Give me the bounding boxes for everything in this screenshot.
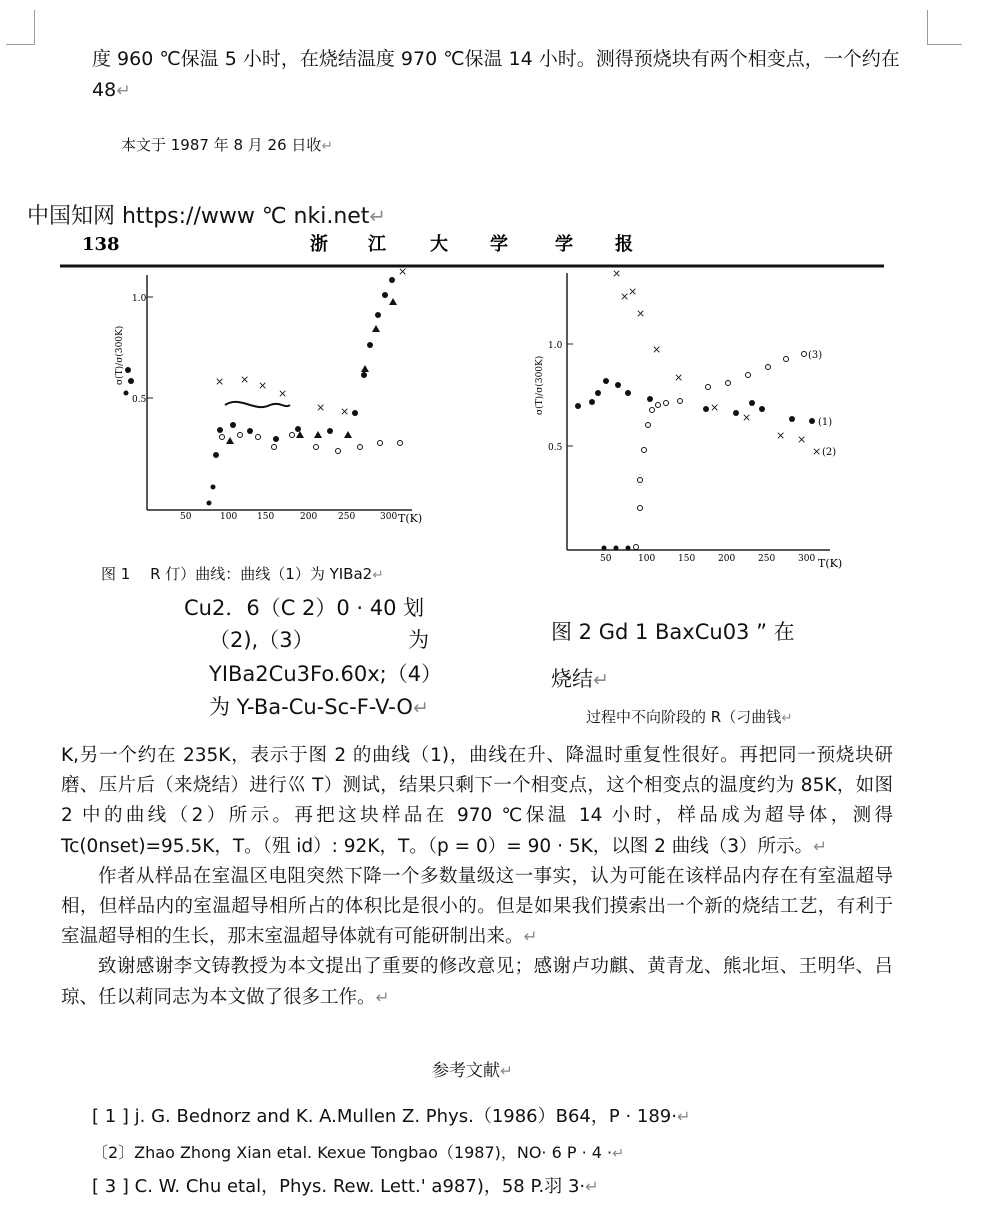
svg-text:×: × bbox=[316, 401, 326, 414]
svg-text:×: × bbox=[797, 433, 807, 446]
received-note: 本文于 1987 年 8 月 26 日收↵ bbox=[121, 136, 333, 154]
svg-text:×: × bbox=[674, 371, 684, 384]
figure1-caption-line3: （2),（3） 为 bbox=[209, 628, 430, 652]
figure2-x-tick: 250 bbox=[758, 554, 776, 564]
figure1-y-tick: 0.5 bbox=[132, 395, 147, 405]
figure2-y-tick: 1.0 bbox=[548, 341, 563, 351]
body-paragraph-3: 致谢感谢李文铸教授为本文提出了重要的修改意见；感谢卢功麒、黄青龙、熊北垣、王明华、吕琼、任以莉同志为本文做了很多工作。↵ bbox=[61, 956, 893, 1008]
figure2-y-tick: 0.5 bbox=[548, 443, 563, 453]
figure2-curve-label-2: (2) bbox=[822, 447, 837, 458]
figure2-curve-label-1: (1) bbox=[818, 417, 833, 428]
page-corner-mark-right bbox=[927, 10, 962, 45]
reference-item: [ 3 ] C. W. Chu etal，Phys. Rew. Lett.' a987)，58 P.羽 3·↵ bbox=[92, 1176, 599, 1197]
body-text bbox=[61, 741, 893, 1013]
svg-text:×: × bbox=[612, 267, 622, 280]
figure1-markers bbox=[124, 265, 408, 506]
figure1-x-tick: 250 bbox=[338, 512, 356, 522]
figure1-x-tick: 50 bbox=[180, 512, 192, 522]
figure2-x-tick: 100 bbox=[638, 554, 656, 564]
figure1-plot bbox=[114, 265, 422, 525]
scan-journal-char: 报 bbox=[615, 234, 633, 255]
figure1-caption-line1: 图 1 R 仃）曲线：曲线（1）为 YIBa2↵ bbox=[101, 565, 384, 583]
scan-journal-char: 学 bbox=[555, 234, 573, 255]
reference-item: 〔2〕Zhao Zhong Xian etal. Kexue Tongbao（1987)，NO· 6 P · 4 ·↵ bbox=[92, 1143, 625, 1162]
svg-text:×: × bbox=[620, 290, 630, 303]
svg-text:×: × bbox=[628, 285, 638, 298]
figure2-caption-line1: 图 2 Gd 1 BaxCu03 ” 在 bbox=[551, 620, 795, 644]
svg-text:×: × bbox=[278, 387, 288, 400]
figure2-x-tick: 200 bbox=[718, 554, 736, 564]
svg-text:×: × bbox=[215, 375, 225, 388]
body-paragraph-1: K,另一个约在 235K，表示于图 2 的曲线（1)，曲线在升、降温时重复性很好。再把同一预烧块研磨、压片后（来烧结）进行巛 T）测试，结果只剩下一个相变点，这个相变点的温度约为 85K，如图 2 中的曲线（2）所示。再把这块样品在 970 ℃保温 14 小时，样品成为超导体，测得 Tc(0nset)=95.5K，T。（殂 id）: 92K，T。（p = 0）= 90 · 5K，以图 2 曲线（3）所示。↵ bbox=[61, 745, 893, 857]
svg-text:×: × bbox=[240, 373, 250, 386]
figure1-x-tick: 300 bbox=[380, 512, 398, 522]
svg-text:×: × bbox=[812, 445, 822, 458]
reference-item: [ 1 ] j. G. Bednorz and K. A.Mullen Z. Phys.（1986）B64，P · 189·↵ bbox=[92, 1106, 691, 1127]
scanned-figure-image bbox=[0, 225, 1008, 585]
figure1-y-tick: 1.0 bbox=[132, 294, 147, 304]
top-line-1: 度 960 ℃保温 5 小时，在烧结温度 970 ℃保温 14 小时。测得预烧块有两个相变点，一个约在 bbox=[92, 48, 900, 70]
svg-text:×: × bbox=[652, 343, 662, 356]
svg-text:×: × bbox=[258, 379, 268, 392]
figure1-x-tick: 200 bbox=[300, 512, 318, 522]
figure1-y-label: σ(T)/σ(300K) bbox=[115, 325, 125, 385]
scan-journal-char: 江 bbox=[368, 234, 386, 255]
figure2-x-tick: 50 bbox=[600, 554, 612, 564]
figure1-caption-line2: Cu2．6（C 2）0 · 40 划 bbox=[184, 596, 425, 620]
figure2-caption-line3: 过程中不向阶段的 R（刁曲钱↵ bbox=[586, 708, 793, 726]
page-corner-mark-left bbox=[6, 10, 35, 45]
top-line-2: 48↵ bbox=[92, 79, 131, 101]
references-title: 参考文献↵ bbox=[432, 1061, 513, 1081]
figure2-x-label: T(K) bbox=[818, 557, 843, 570]
figure2-x-tick: 150 bbox=[678, 554, 696, 564]
svg-text:×: × bbox=[776, 429, 786, 442]
figure2-x-tick: 300 bbox=[798, 554, 816, 564]
scan-page-number: 138 bbox=[82, 234, 120, 255]
svg-text:×: × bbox=[398, 265, 408, 278]
figure2-caption-line2: 烧结↵ bbox=[551, 667, 609, 691]
body-paragraph-2: 作者从样品在室温区电阻突然下降一个多数量级这一事实，认为可能在该样品内存在有室温超导相，但样品内的室温超导相所占的体积比是很小的。但是如果我们摸索出一个新的烧结工艺，有利于室温超导相的生长，那末室温超导体就有可能研制出来。↵ bbox=[61, 865, 893, 948]
scan-journal-char: 大 bbox=[430, 234, 448, 255]
svg-text:×: × bbox=[710, 401, 720, 414]
figure1-caption-line4: YIBa2Cu3Fo.60x;（4） bbox=[209, 662, 443, 686]
figure2-y-label: σ(T)/σ(300K) bbox=[535, 355, 545, 415]
svg-text:×: × bbox=[340, 405, 350, 418]
figure2-markers bbox=[575, 267, 821, 551]
svg-text:×: × bbox=[636, 307, 646, 320]
figure1-x-tick: 150 bbox=[257, 512, 275, 522]
scan-journal-char: 学 bbox=[490, 234, 508, 255]
figure1-caption-line5: 为 Y-Ba-Cu-Sc-F-V-O↵ bbox=[209, 695, 429, 719]
scan-journal-char: 浙 bbox=[310, 234, 328, 255]
svg-text:×: × bbox=[742, 411, 752, 424]
source-line: 中国知网 https://www ℃ nki.net↵ bbox=[27, 204, 386, 229]
figure2-plot bbox=[534, 267, 842, 570]
figure2-curve-label-3: (3) bbox=[808, 350, 823, 361]
figure2-open-markers bbox=[634, 352, 807, 550]
figure1-x-tick: 100 bbox=[220, 512, 238, 522]
figure1-open-markers bbox=[220, 433, 403, 454]
figure1-x-label: T(K) bbox=[398, 512, 423, 525]
